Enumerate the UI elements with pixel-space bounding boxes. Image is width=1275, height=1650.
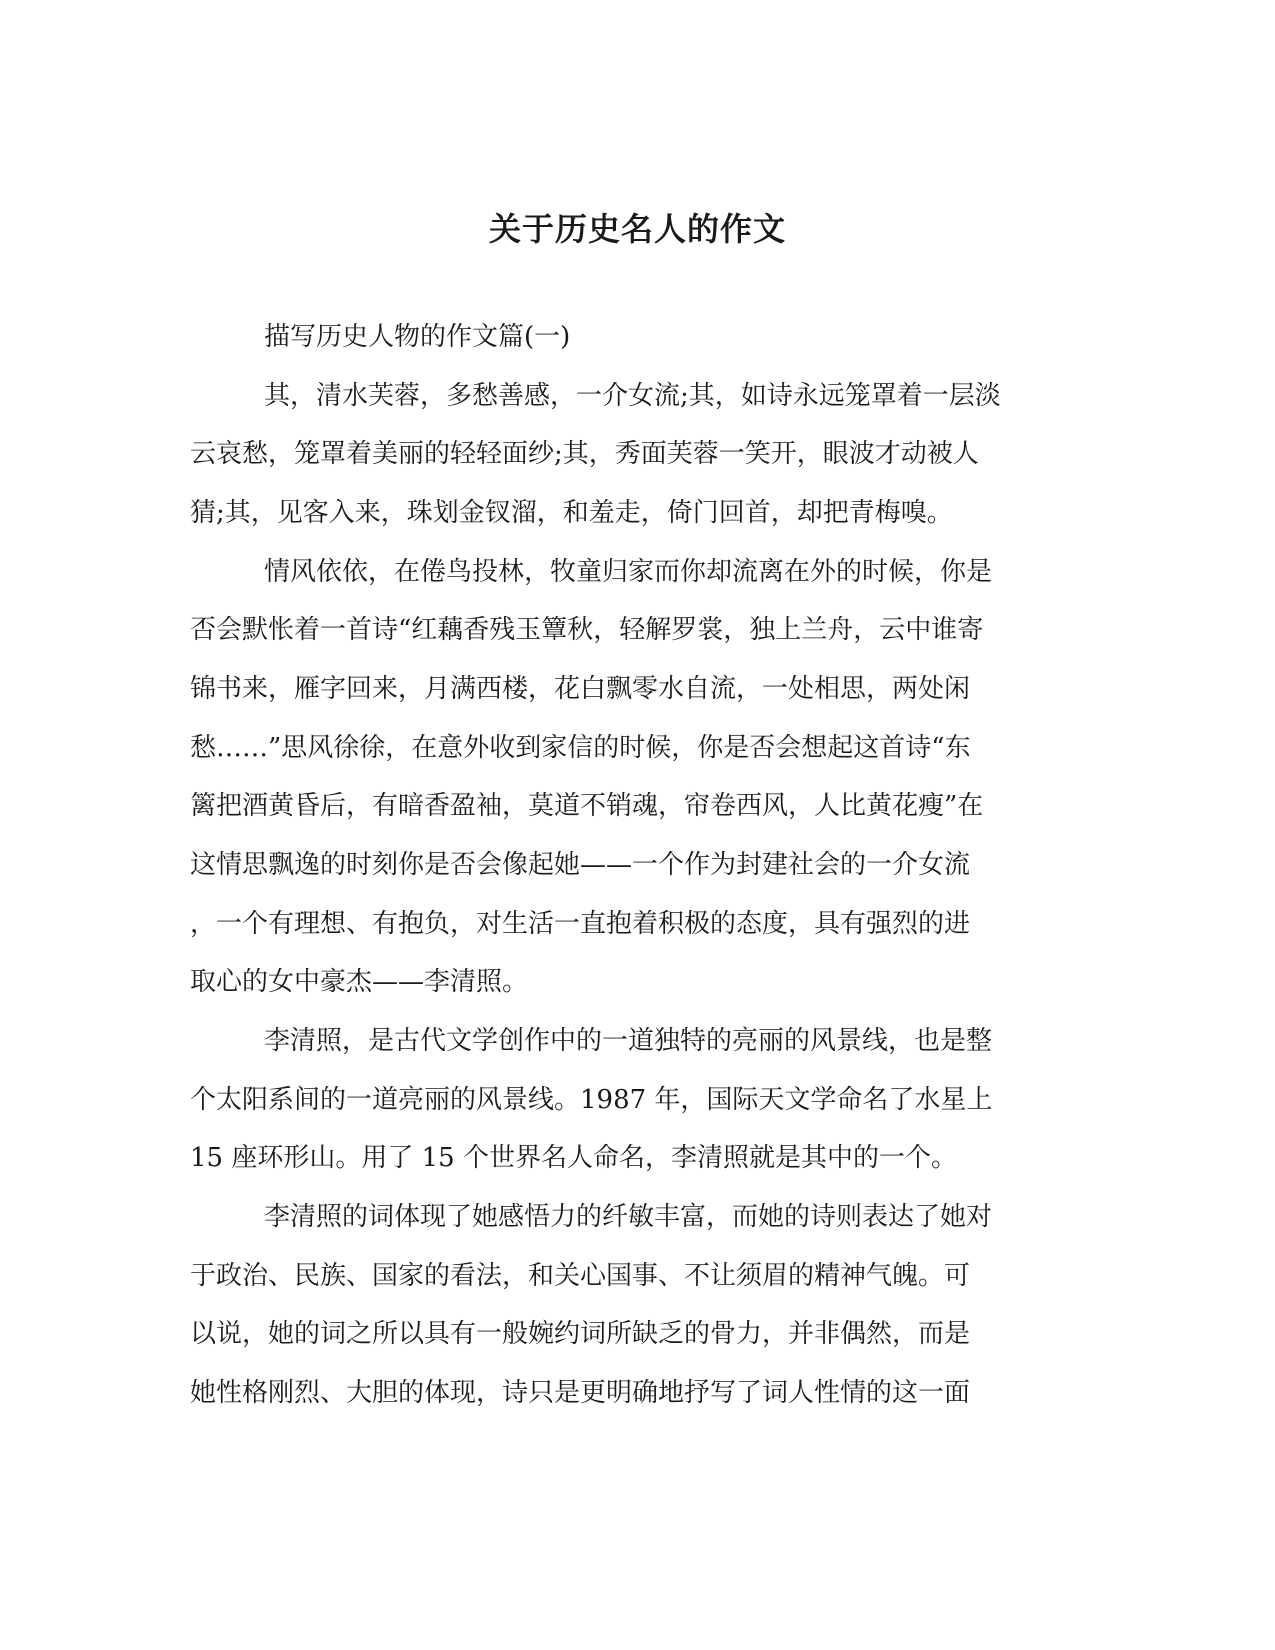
paragraph-4-line-2: 于政治、民族、国家的看法，和关心国事、不让须眉的精神气魄。可 xyxy=(190,1261,971,1291)
paragraph-1-line-2: 云哀愁，笼罩着美丽的轻轻面纱;其，秀面芙蓉一笑开，眼波才动被人 xyxy=(190,439,979,469)
paragraph-2-line-3: 锦书来，雁字回来，月满西楼，花白飘零水自流，一处相思，两处闲 xyxy=(190,674,971,704)
paragraph-1-line-1: 其，清水芙蓉，多愁善感，一介女流;其，如诗永远笼罩着一层淡 xyxy=(264,381,1001,411)
paragraph-4-line-1: 李清照的词体现了她感悟力的纤敏丰富，而她的诗则表达了她对 xyxy=(264,1202,993,1232)
document-title: 关于历史名人的作文 xyxy=(488,210,786,248)
paragraph-2-line-8: 取心的女中豪杰——李清照。 xyxy=(190,967,529,997)
paragraph-4-line-4: 她性格刚烈、大胆的体现，诗只是更明确地抒写了词人性情的这一面 xyxy=(190,1378,971,1408)
paragraph-2-line-5: 篱把酒黄昏后，有暗香盈袖，莫道不销魂，帘卷西风，人比黄花瘦”在 xyxy=(190,791,984,821)
paragraph-2-line-6: 这情思飘逸的时刻你是否会像起她——一个作为封建社会的一介女流 xyxy=(190,850,971,880)
paragraph-3-line-1: 李清照，是古代文学创作中的一道独特的亮丽的风景线，也是整 xyxy=(264,1026,993,1056)
paragraph-3-line-3: 15 座环形山。用了 15 个世界名人命名，李清照就是其中的一个。 xyxy=(190,1143,957,1173)
paragraph-4-line-3: 以说，她的词之所以具有一般婉约词所缺乏的骨力，并非偶然，而是 xyxy=(190,1319,971,1349)
paragraph-2-line-7: ，一个有理想、有抱负，对生活一直抱着积极的态度，具有强烈的进 xyxy=(190,909,971,939)
paragraph-1-line-3: 猜;其，见客入来，珠划金钗溜，和羞走，倚门回首，却把青梅嗅。 xyxy=(190,498,953,528)
paragraph-2-line-1: 情风依依，在倦鸟投林，牧童归家而你却流离在外的时候，你是 xyxy=(264,557,993,587)
section-heading: 描写历史人物的作文篇(一) xyxy=(264,322,571,352)
paragraph-3-line-2: 个太阳系间的一道亮丽的风景线。1987 年，国际天文学命名了水星上 xyxy=(190,1085,993,1115)
paragraph-2-line-2: 否会默怅着一首诗“红藕香残玉簟秋，轻解罗裳，独上兰舟，云中谁寄 xyxy=(190,615,984,645)
paragraph-2-line-4: 愁……”思风徐徐，在意外收到家信的时候，你是否会想起这首诗“东 xyxy=(190,733,971,763)
